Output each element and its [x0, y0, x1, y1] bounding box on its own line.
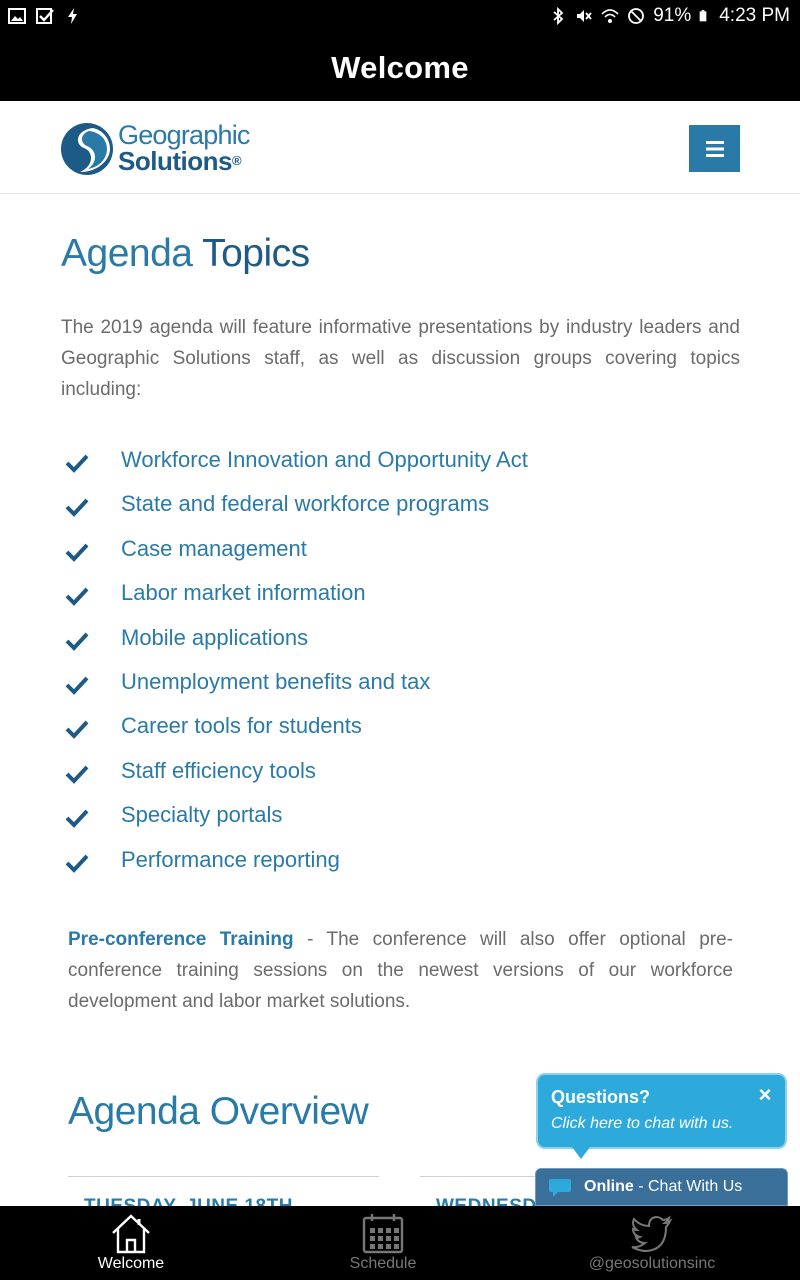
nav-welcome[interactable] [71, 1206, 191, 1280]
page-title: Welcome [331, 49, 469, 85]
logo-registered-mark: ® [231, 153, 242, 168]
chat-launcher-bar[interactable] [535, 1168, 788, 1206]
checkbox-icon [36, 7, 54, 25]
close-icon[interactable]: × [758, 1082, 772, 1107]
topic-label: Career tools for students [121, 713, 362, 739]
nav-welcome-label: Welcome [97, 1255, 165, 1272]
check-icon [66, 498, 88, 516]
intro-paragraph: The 2019 agenda will feature informative presentations by industry leaders and Geographic Solutions staff, as well as discussion groups covering topics including: [61, 317, 740, 400]
list-item [61, 753, 741, 797]
chat-bubble-tail [572, 1147, 590, 1159]
chat-prompt-subtitle: Click here to chat with us. [551, 1115, 734, 1132]
status-right-icons [549, 5, 790, 27]
check-icon [66, 543, 88, 561]
image-icon [8, 7, 26, 25]
topic-label: Case management [121, 535, 307, 561]
list-item [61, 442, 741, 486]
main-content[interactable] [0, 194, 800, 1206]
agenda-overview-heading: Agenda Overview [68, 1090, 369, 1133]
list-item [61, 531, 741, 575]
clock: 4:23 PM [719, 5, 790, 26]
pre-conference-text: - The conference will also offer optional pre-conference training sessions on the newest versions of our workforce development and labor market solutions. [68, 929, 733, 1012]
nav-schedule-label: Schedule [349, 1255, 417, 1272]
agenda-topics-heading [61, 232, 310, 276]
logo-globe-icon [60, 122, 114, 176]
list-item [61, 664, 741, 708]
bottom-navigation [0, 1206, 800, 1280]
chat-bubble-icon [548, 1177, 572, 1199]
topic-label: Staff efficiency tools [121, 757, 316, 783]
check-icon [66, 676, 88, 694]
calendar-icon [361, 1212, 405, 1254]
divider [68, 1176, 379, 1177]
topic-label: Mobile applications [121, 624, 309, 650]
check-icon [66, 454, 88, 472]
pre-conference-paragraph [68, 924, 733, 1017]
topic-label: Workforce Innovation and Opportunity Act [121, 447, 528, 472]
list-item [61, 486, 741, 530]
logo-line1: Geographic [118, 120, 250, 150]
wifi-icon [601, 7, 619, 25]
heading-light: Agenda [61, 232, 203, 275]
bluetooth-icon [549, 7, 567, 25]
check-icon [66, 765, 88, 783]
logo-line2-text: Solutions [118, 146, 232, 176]
block-icon [627, 7, 645, 25]
battery-percent: 91% [653, 5, 692, 26]
heading-strong: Topics [202, 232, 310, 275]
check-icon [66, 587, 88, 605]
hamburger-icon [706, 141, 724, 157]
chat-prompt-bubble[interactable] [536, 1073, 787, 1149]
topics-list [61, 442, 741, 886]
logo-line2 [118, 148, 250, 174]
check-icon [66, 854, 88, 872]
list-item [61, 797, 741, 841]
pre-conference-title: Pre-conference Training [68, 929, 294, 950]
battery-icon [699, 7, 711, 25]
app-title-bar [0, 34, 800, 101]
check-icon [66, 632, 88, 650]
nav-twitter[interactable] [572, 1206, 732, 1280]
list-item [61, 575, 741, 619]
status-bar [0, 0, 800, 34]
chat-status-label: - Chat With Us [633, 1178, 743, 1195]
status-left-icons [8, 7, 82, 25]
check-icon [66, 720, 88, 738]
nav-schedule[interactable] [323, 1206, 443, 1280]
check-icon [66, 809, 88, 827]
chat-prompt-title: Questions? [551, 1087, 651, 1107]
topic-label: Labor market information [121, 580, 366, 606]
menu-button[interactable] [689, 125, 740, 172]
list-item [61, 620, 741, 664]
chat-status-online: Online [584, 1178, 634, 1195]
logo-wordmark [118, 122, 250, 174]
flash-icon [64, 7, 82, 25]
topic-label: State and federal workforce programs [121, 491, 490, 517]
mute-icon [575, 7, 593, 25]
home-icon [109, 1212, 153, 1254]
twitter-icon [630, 1212, 674, 1254]
topic-label: Unemployment benefits and tax [121, 668, 431, 694]
nav-twitter-label: @geosolutionsinc [588, 1255, 716, 1272]
list-item [61, 842, 741, 886]
topic-label: Performance reporting [121, 846, 340, 872]
site-header [0, 101, 800, 194]
chat-status-text [584, 1178, 742, 1196]
topic-label: Specialty portals [121, 802, 283, 828]
list-item [61, 708, 741, 752]
geographic-solutions-logo[interactable] [60, 121, 270, 177]
